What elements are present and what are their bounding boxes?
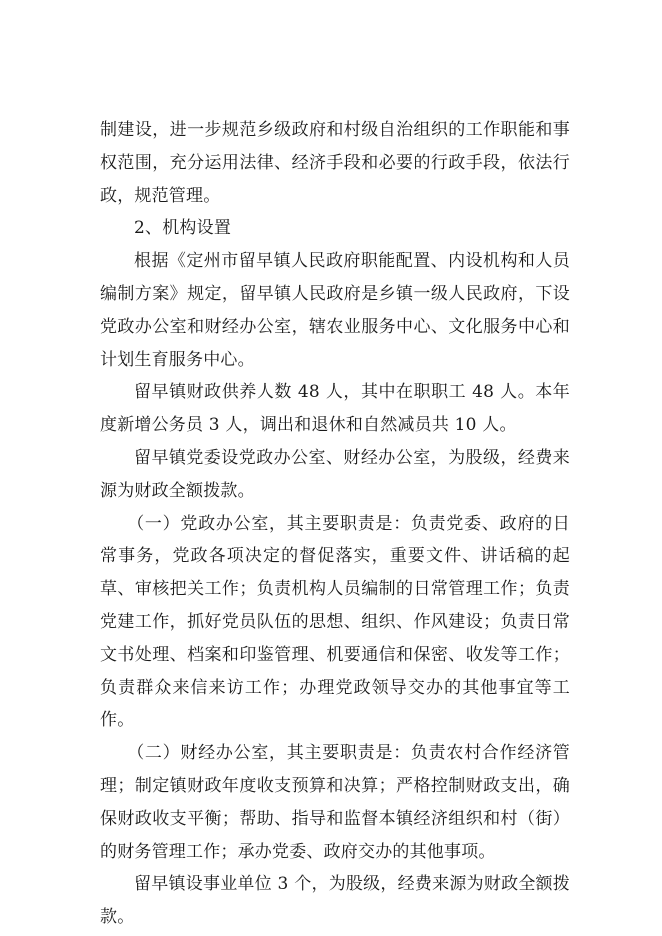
paragraph-basis: 根据《定州市留早镇人民政府职能配置、内设机构和人员编制方案》规定，留早镇人民政府是乡镇一级人民政府，下设党政办公室和财经办公室，辖农业服务中心、文化服务中心和计划生育服务中心。 — [100, 251, 570, 370]
paragraph-staffing: 留早镇财政供养人数 48 人，其中在职职工 48 人。本年度新增公务员 3 人，调出和退休和自然减员共 10 人。 — [100, 382, 570, 436]
paragraph-party-committee: 留早镇党委设党政办公室、财经办公室，为股级，经费来源为财政全额拨款。 — [100, 447, 570, 501]
paragraph-finance-office-duties: （二）财经办公室，其主要职责是：负责农村合作经济管理；制定镇财政年度收支预算和决算；严格控制财政支出，确保财政收支平衡；帮助、指导和监督本镇经济组织和村（街）的财务管理工作；承办党委、政府交办的其他事项。 — [100, 743, 570, 862]
paragraph-continuation: 制建设，进一步规范乡级政府和村级自治组织的工作职能和事权范围，充分运用法律、经济手段和必要的行政手段，依法行政，规范管理。 — [100, 120, 570, 206]
paragraph-public-institutions: 留早镇设事业单位 3 个，为股级，经费来源为财政全额拨款。 — [100, 874, 570, 928]
document-body — [100, 114, 570, 934]
paragraph-party-office-duties: （一）党政办公室，其主要职责是：负责党委、政府的日常事务，党政各项决定的督促落实，重要文件、讲话稿的起草、审核把关工作；负责机构人员编制的日常管理工作；负责党建工作，抓好党员队伍的思想、组织、作风建设；负责日常文书处理、档案和印鉴管理、机要通信和保密、收发等工作；负责群众来信来访工作；办理党政领导交办的其他事宜等工作。 — [100, 513, 570, 731]
section-heading: 2、机构设置 — [134, 218, 232, 239]
